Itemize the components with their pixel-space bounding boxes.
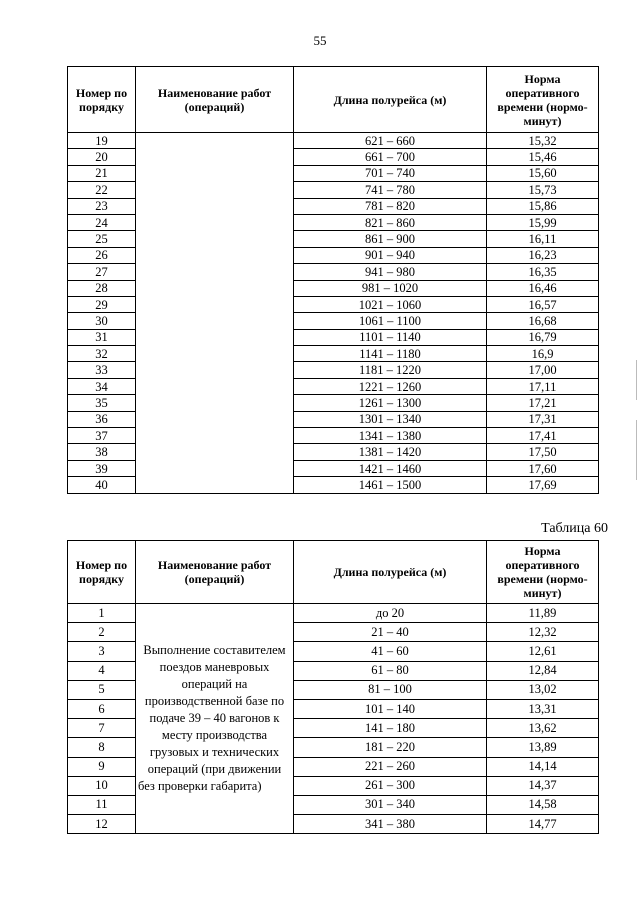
half-trip-length: 301 – 340 — [294, 795, 487, 814]
row-number: 8 — [68, 738, 136, 757]
norm-time-value: 12,32 — [487, 623, 599, 642]
scan-edge-mark — [636, 420, 637, 480]
half-trip-length: 21 – 40 — [294, 623, 487, 642]
half-trip-length: 1101 – 1140 — [294, 329, 487, 345]
row-number: 38 — [68, 444, 136, 460]
half-trip-length: 1261 – 1300 — [294, 395, 487, 411]
half-trip-length: 181 – 220 — [294, 738, 487, 757]
header-norm: Норма оперативного времени (нормо-минут) — [487, 67, 599, 133]
norm-time-value: 16,46 — [487, 280, 599, 296]
norm-time-value: 12,84 — [487, 661, 599, 680]
header-operation: Наименование работ (операций) — [136, 67, 294, 133]
row-number: 9 — [68, 757, 136, 776]
row-number: 2 — [68, 623, 136, 642]
half-trip-length: 861 – 900 — [294, 231, 487, 247]
half-trip-length: 1181 – 1220 — [294, 362, 487, 378]
row-number: 1 — [68, 604, 136, 623]
half-trip-length: 101 – 140 — [294, 699, 487, 718]
norm-time-value: 17,60 — [487, 460, 599, 476]
norm-time-value: 17,00 — [487, 362, 599, 378]
half-trip-length: 61 – 80 — [294, 661, 487, 680]
row-number: 21 — [68, 165, 136, 181]
norm-time-value: 13,62 — [487, 719, 599, 738]
norm-time-value: 15,32 — [487, 133, 599, 149]
row-number: 29 — [68, 296, 136, 312]
half-trip-length: 821 – 860 — [294, 214, 487, 230]
half-trip-length: 701 – 740 — [294, 165, 487, 181]
row-number: 40 — [68, 477, 136, 493]
table-row — [68, 604, 599, 623]
row-number: 32 — [68, 346, 136, 362]
half-trip-length: 1381 – 1420 — [294, 444, 487, 460]
row-number: 19 — [68, 133, 136, 149]
norm-time-value: 16,23 — [487, 247, 599, 263]
half-trip-length: 1341 – 1380 — [294, 428, 487, 444]
half-trip-length: 221 – 260 — [294, 757, 487, 776]
table-caption: Таблица 60 — [541, 521, 608, 536]
operation-name: Выполнение составителем поездов маневровых операций на производственной базе по подаче 39 – 40 вагонов к месту производства грузовых и технических операций (при движении без проверки габарита) — [136, 604, 294, 834]
half-trip-length: 81 – 100 — [294, 680, 487, 699]
header-length: Длина полурейса (м) — [294, 541, 487, 604]
row-number: 11 — [68, 795, 136, 814]
header-norm: Норма оперативного времени (нормо-минут) — [487, 541, 599, 604]
norm-time-value: 15,73 — [487, 182, 599, 198]
norm-time-value: 17,31 — [487, 411, 599, 427]
row-number: 28 — [68, 280, 136, 296]
half-trip-length: 1461 – 1500 — [294, 477, 487, 493]
half-trip-length: 941 – 980 — [294, 264, 487, 280]
header-number: Номер по порядку — [68, 541, 136, 604]
table-header-row — [68, 67, 599, 133]
norm-table-60 — [67, 540, 599, 834]
half-trip-length: 781 – 820 — [294, 198, 487, 214]
half-trip-length: 41 – 60 — [294, 642, 487, 661]
norm-time-value: 14,58 — [487, 795, 599, 814]
norm-time-value: 14,14 — [487, 757, 599, 776]
norm-time-value: 12,61 — [487, 642, 599, 661]
table-header-row — [68, 541, 599, 604]
half-trip-length: 741 – 780 — [294, 182, 487, 198]
row-number: 35 — [68, 395, 136, 411]
row-number: 10 — [68, 776, 136, 795]
row-number: 7 — [68, 719, 136, 738]
half-trip-length: 341 – 380 — [294, 815, 487, 834]
norm-time-value: 11,89 — [487, 604, 599, 623]
row-number: 24 — [68, 214, 136, 230]
half-trip-length: 621 – 660 — [294, 133, 487, 149]
norm-time-value: 17,69 — [487, 477, 599, 493]
page-number: 55 — [313, 33, 327, 48]
norm-time-value: 15,99 — [487, 214, 599, 230]
norm-time-value: 16,11 — [487, 231, 599, 247]
row-number: 34 — [68, 378, 136, 394]
norm-time-value: 17,21 — [487, 395, 599, 411]
row-number: 5 — [68, 680, 136, 699]
half-trip-length: 1301 – 1340 — [294, 411, 487, 427]
norm-time-value: 16,79 — [487, 329, 599, 345]
row-number: 33 — [68, 362, 136, 378]
header-number: Номер по порядку — [68, 67, 136, 133]
half-trip-length: 981 – 1020 — [294, 280, 487, 296]
norm-time-value: 17,50 — [487, 444, 599, 460]
norm-time-value: 13,02 — [487, 680, 599, 699]
norm-time-value: 14,77 — [487, 815, 599, 834]
norm-time-value: 17,11 — [487, 378, 599, 394]
norm-table-continued — [67, 66, 599, 494]
norm-time-value: 16,57 — [487, 296, 599, 312]
row-number: 4 — [68, 661, 136, 680]
norm-time-value: 17,41 — [487, 428, 599, 444]
half-trip-length: 141 – 180 — [294, 719, 487, 738]
half-trip-length: 1021 – 1060 — [294, 296, 487, 312]
row-number: 27 — [68, 264, 136, 280]
row-number: 12 — [68, 815, 136, 834]
row-number: 26 — [68, 247, 136, 263]
norm-time-value: 15,46 — [487, 149, 599, 165]
half-trip-length: 261 – 300 — [294, 776, 487, 795]
row-number: 37 — [68, 428, 136, 444]
row-number: 31 — [68, 329, 136, 345]
header-length: Длина полурейса (м) — [294, 67, 487, 133]
half-trip-length: до 20 — [294, 604, 487, 623]
table-row — [68, 133, 599, 149]
norm-time-value: 13,31 — [487, 699, 599, 718]
row-number: 36 — [68, 411, 136, 427]
row-number: 6 — [68, 699, 136, 718]
norm-time-value: 15,60 — [487, 165, 599, 181]
half-trip-length: 1421 – 1460 — [294, 460, 487, 476]
norm-time-value: 14,37 — [487, 776, 599, 795]
norm-time-value: 16,68 — [487, 313, 599, 329]
header-operation: Наименование работ (операций) — [136, 541, 294, 604]
row-number: 3 — [68, 642, 136, 661]
half-trip-length: 1221 – 1260 — [294, 378, 487, 394]
norm-time-value: 16,35 — [487, 264, 599, 280]
norm-time-value: 13,89 — [487, 738, 599, 757]
scan-edge-mark — [636, 360, 637, 400]
row-number: 20 — [68, 149, 136, 165]
half-trip-length: 901 – 940 — [294, 247, 487, 263]
half-trip-length: 661 – 700 — [294, 149, 487, 165]
row-number: 23 — [68, 198, 136, 214]
operation-name — [136, 133, 294, 494]
norm-time-value: 15,86 — [487, 198, 599, 214]
row-number: 30 — [68, 313, 136, 329]
row-number: 39 — [68, 460, 136, 476]
row-number: 22 — [68, 182, 136, 198]
half-trip-length: 1141 – 1180 — [294, 346, 487, 362]
row-number: 25 — [68, 231, 136, 247]
half-trip-length: 1061 – 1100 — [294, 313, 487, 329]
norm-time-value: 16,9 — [487, 346, 599, 362]
